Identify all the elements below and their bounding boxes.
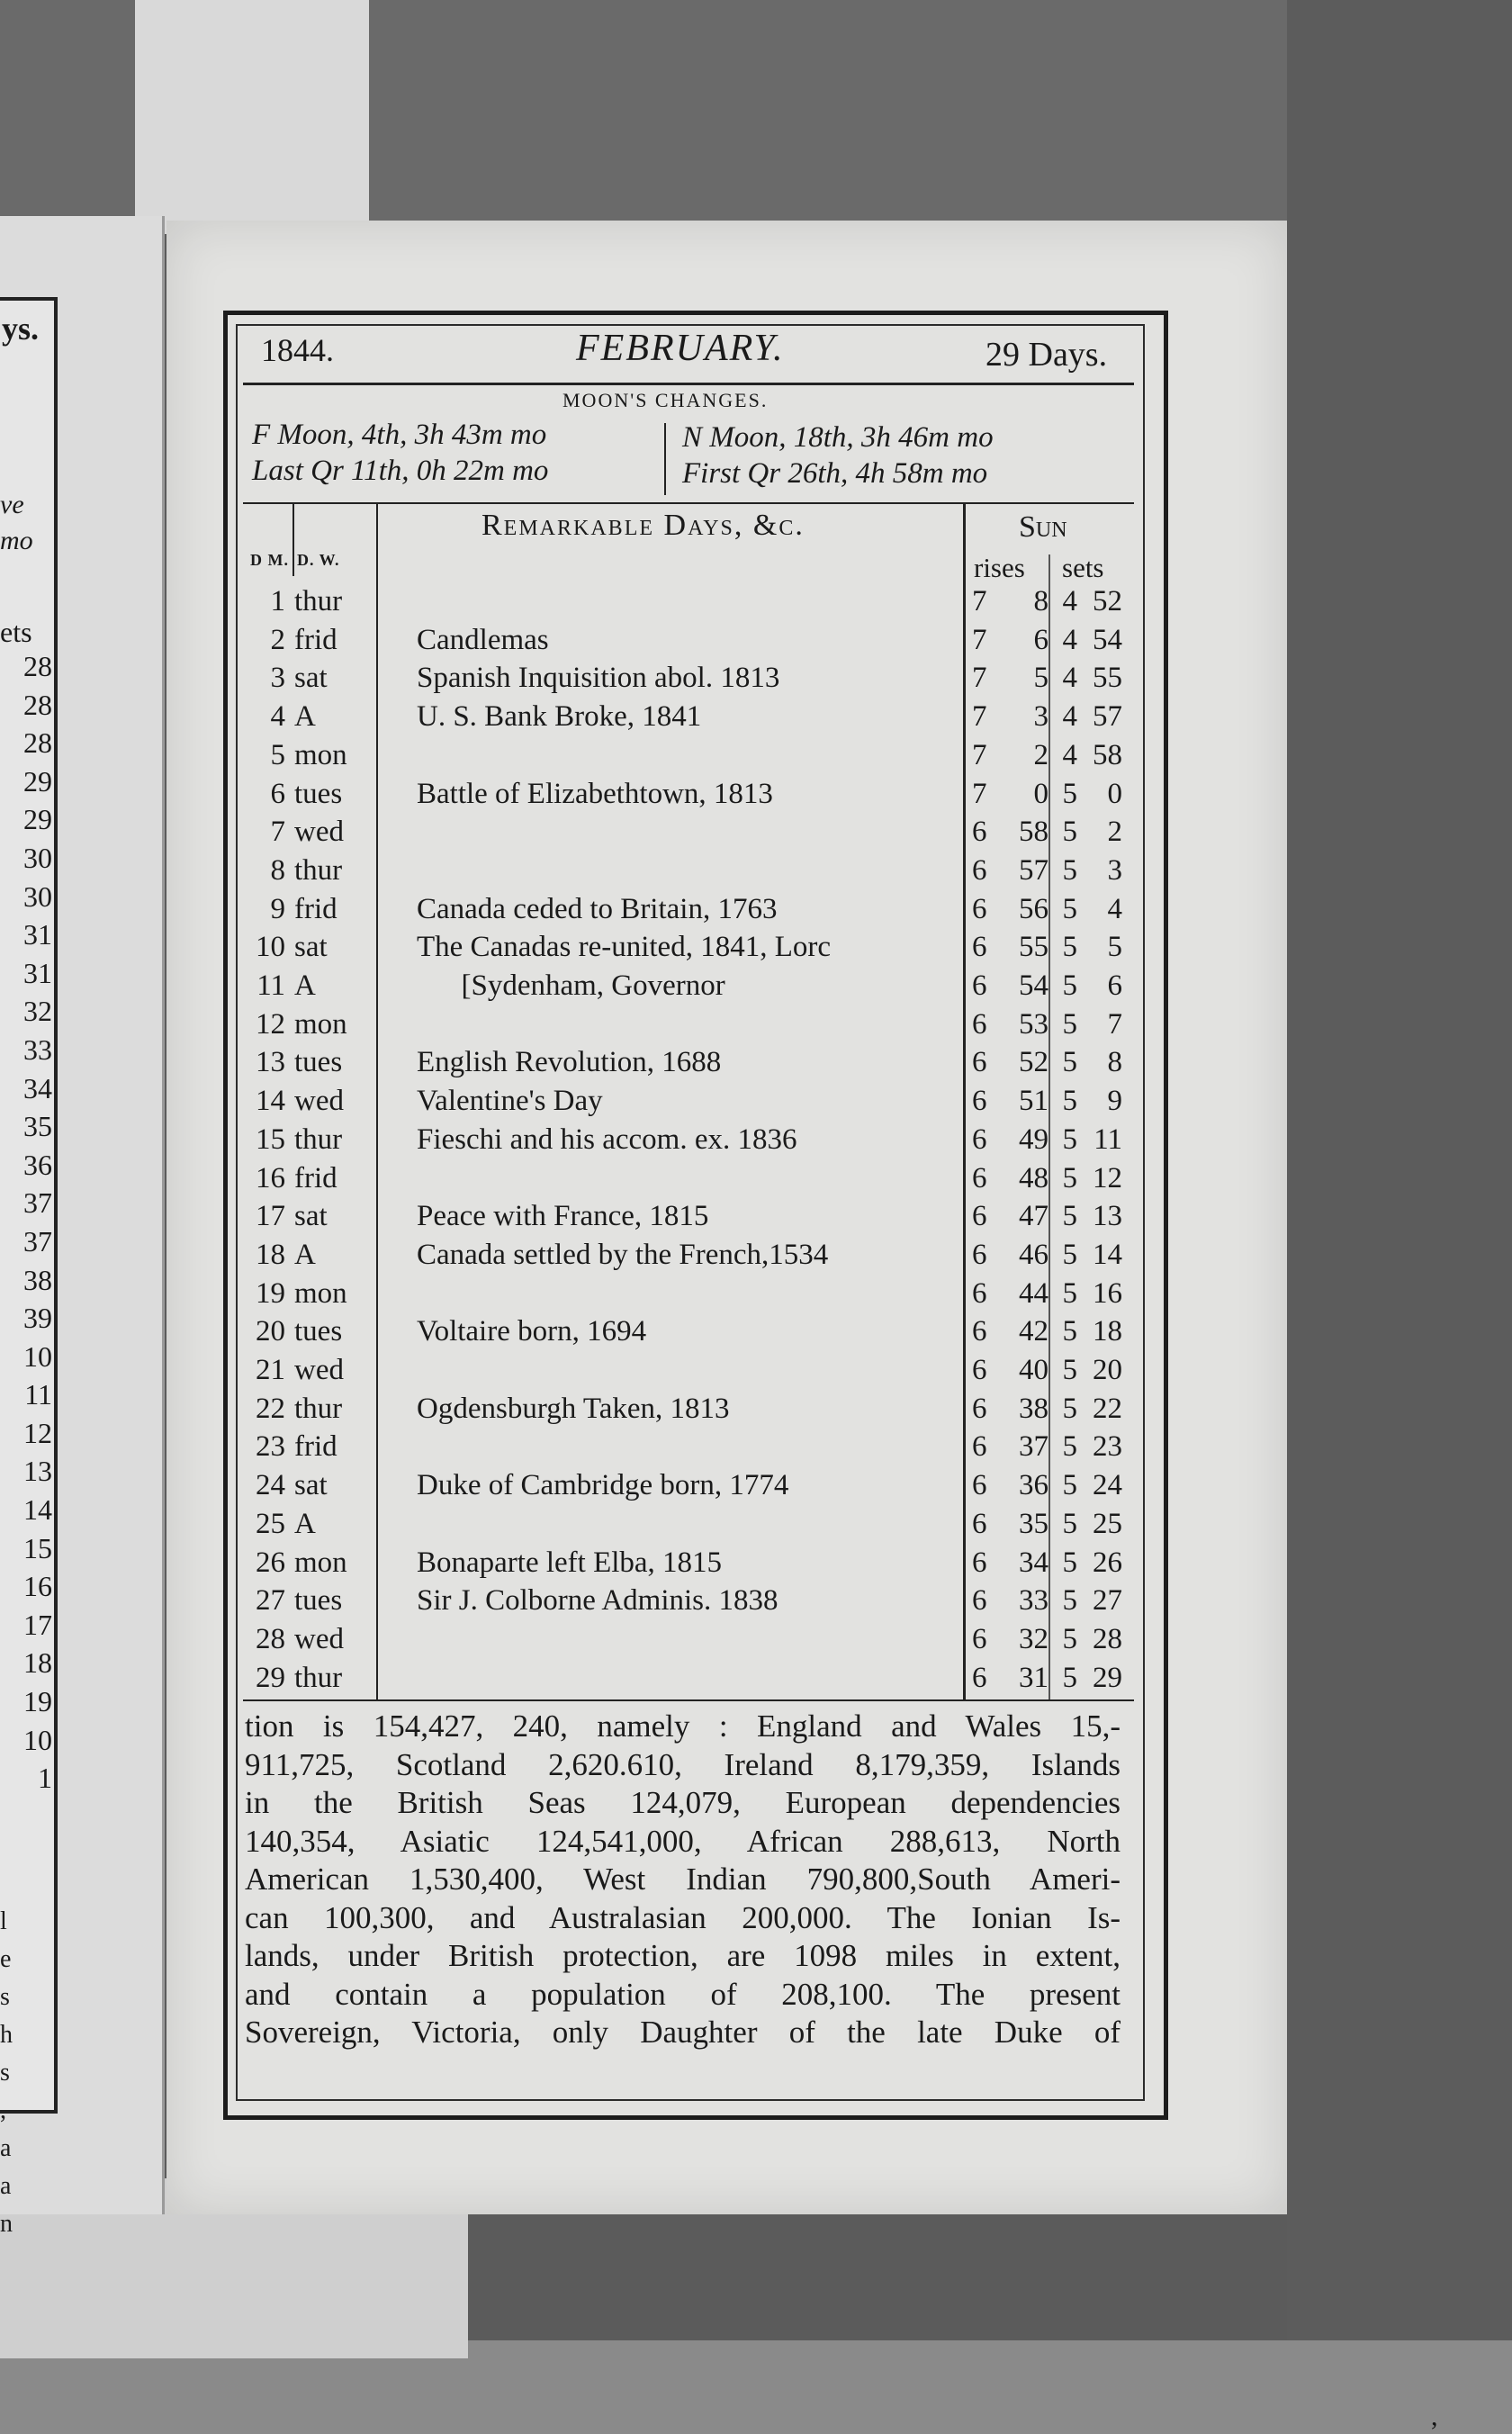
sunrise-hour: 6 [972, 1622, 987, 1655]
sunrise-minute: 3 [1033, 700, 1048, 734]
previous-page-number: 19 [23, 1685, 52, 1718]
previous-page-tail-column [0, 1903, 18, 2243]
day-of-week: mon [294, 738, 347, 771]
day-of-month: 19 [256, 1276, 285, 1310]
table-row [248, 1354, 1130, 1392]
table-row [248, 1239, 1130, 1276]
previous-page-number: 13 [23, 1455, 52, 1488]
sunrise-minute: 38 [1019, 1392, 1048, 1425]
sunrise-hour: 6 [972, 1507, 987, 1540]
sunrise-hour: 6 [972, 816, 987, 849]
day-of-week: tues [294, 1584, 343, 1618]
sunset-hour: 4 [1062, 700, 1077, 734]
sunset-hour: 5 [1062, 1200, 1077, 1233]
sunset-minute: 55 [1093, 662, 1122, 695]
table-row [248, 1046, 1130, 1084]
previous-page-number: 28 [23, 650, 52, 682]
day-of-month: 6 [270, 777, 285, 810]
sunrise-hour: 6 [972, 1122, 987, 1156]
sunrise-hour: 7 [972, 700, 987, 734]
sunset-minute: 13 [1093, 1200, 1122, 1233]
paragraph-line: in the British Seas 124,079, European dependencies [245, 1785, 1120, 1820]
paragraph-line: tion is 154,427, 240, namely : England and Wales 15,- [245, 1708, 1120, 1744]
previous-page-number: 31 [23, 956, 52, 989]
day-of-month: 29 [256, 1661, 285, 1694]
sunset-hour: 5 [1062, 777, 1077, 810]
sunset-minute: 12 [1093, 1161, 1122, 1194]
remarkable-event: The Canadas re-united, 1841, Lorc [417, 931, 832, 964]
sunset-hour: 5 [1062, 1622, 1077, 1655]
previous-page-tail-char: n [0, 2210, 13, 2238]
sunrise-minute: 53 [1019, 1007, 1048, 1041]
previous-page-number: 28 [23, 726, 52, 760]
sunset-minute: 25 [1093, 1507, 1122, 1540]
day-of-month: 7 [270, 816, 285, 849]
table-row [248, 893, 1130, 931]
sunrise-minute: 35 [1019, 1507, 1048, 1540]
day-of-week: sat [294, 662, 328, 695]
moon-full-moon: F Moon, 4th, 3h 43m mo [252, 419, 547, 451]
population-paragraph [245, 1708, 1120, 2052]
previous-page-tail-char: l [0, 1907, 7, 1935]
sunrise-hour: 6 [972, 853, 987, 887]
sunrise-hour: 7 [972, 738, 987, 771]
day-of-month: 1 [270, 585, 285, 618]
day-of-week: mon [294, 1007, 347, 1041]
previous-page-number: 36 [23, 1148, 52, 1181]
sunrise-hour: 7 [972, 585, 987, 618]
day-of-month: 16 [256, 1161, 285, 1194]
previous-page-number: 12 [23, 1416, 52, 1449]
moon-changes-title: MOON'S CHANGES. [562, 389, 769, 411]
day-of-month: 2 [270, 623, 285, 656]
sunset-minute: 22 [1093, 1392, 1122, 1425]
day-of-week: A [294, 1238, 316, 1271]
day-of-month: 9 [270, 892, 285, 925]
sunrise-minute: 44 [1019, 1276, 1048, 1310]
day-of-month: 13 [256, 1046, 285, 1079]
previous-page-number: 15 [23, 1531, 52, 1564]
previous-page-italic-fragment: ve [0, 490, 24, 519]
previous-page-number: 34 [23, 1071, 52, 1104]
day-of-week: sat [294, 931, 328, 964]
table-row [248, 1315, 1130, 1353]
day-of-month: 22 [256, 1392, 285, 1425]
previous-page-title-fragment: ys. [2, 311, 40, 347]
previous-page-number: 14 [23, 1493, 52, 1527]
sunrise-hour: 6 [972, 1354, 987, 1386]
sunset-minute: 16 [1093, 1276, 1122, 1310]
sunrise-minute: 5 [1033, 662, 1048, 695]
day-of-month: 23 [256, 1430, 285, 1464]
table-bottom-rule [243, 1699, 1134, 1701]
table-row [248, 662, 1130, 699]
sunset-hour: 5 [1062, 1238, 1077, 1271]
sunset-hour: 4 [1062, 738, 1077, 771]
table-row [248, 1508, 1130, 1546]
sunrise-hour: 6 [972, 1161, 987, 1194]
sunset-hour: 5 [1062, 853, 1077, 887]
previous-page-number: 11 [24, 1378, 52, 1411]
day-of-week: thur [294, 1122, 343, 1156]
sunrise-hour: 6 [972, 1546, 987, 1579]
header-days-count: 29 Days. [986, 336, 1108, 374]
paragraph-line: and contain a population of 208,100. The present [245, 1976, 1120, 2012]
previous-page-number: 30 [23, 841, 52, 874]
sunrise-minute: 54 [1019, 969, 1048, 1002]
table-row [248, 1662, 1130, 1699]
sunrise-hour: 6 [972, 1007, 987, 1041]
previous-page-number: 39 [23, 1302, 52, 1335]
day-of-week: sat [294, 1200, 328, 1233]
sunrise-minute: 47 [1019, 1200, 1048, 1233]
day-of-month: 14 [256, 1085, 285, 1118]
table-row [248, 931, 1130, 969]
previous-page-number: 16 [23, 1570, 52, 1603]
remarkable-event: Candlemas [417, 623, 549, 656]
sunrise-hour: 6 [972, 1584, 987, 1618]
day-of-week: A [294, 969, 316, 1002]
day-of-month: 5 [270, 738, 285, 771]
sunrise-minute: 42 [1019, 1315, 1048, 1348]
sunrise-minute: 34 [1019, 1546, 1048, 1579]
previous-page-tail-char: e [0, 1945, 12, 1973]
sunset-hour: 4 [1062, 662, 1077, 695]
previous-page-number: 28 [23, 688, 52, 721]
sunrise-minute: 48 [1019, 1161, 1048, 1194]
day-of-month: 20 [256, 1315, 285, 1348]
sunrise-hour: 7 [972, 662, 987, 695]
sunrise-hour: 6 [972, 1085, 987, 1118]
table-row [248, 1623, 1130, 1661]
sunset-minute: 6 [1107, 969, 1122, 1002]
photo-backdrop-right [1287, 0, 1512, 2434]
previous-page-number-column [0, 647, 52, 1798]
sunrise-minute: 57 [1019, 853, 1048, 887]
table-row [248, 624, 1130, 662]
day-of-week: thur [294, 1661, 343, 1694]
sunrise-hour: 6 [972, 1469, 987, 1502]
day-of-week: A [294, 1507, 316, 1540]
sunset-hour: 5 [1062, 1315, 1077, 1348]
previous-page-italic-fragment: mo [0, 526, 33, 555]
sun-header: Sun [1019, 510, 1067, 544]
sunrise-hour: 6 [972, 1430, 987, 1464]
sunset-minute: 26 [1093, 1546, 1122, 1579]
previous-page-number: 29 [23, 764, 52, 798]
sunrise-minute: 0 [1033, 777, 1048, 810]
previous-page-number: 30 [23, 879, 52, 913]
paragraph-line: can 100,300, and Australasian 200,000. The Ionian Is- [245, 1899, 1120, 1935]
previous-page-tail-char: s [0, 2059, 10, 2087]
remarkable-event: Valentine's Day [417, 1085, 603, 1118]
sunset-hour: 5 [1062, 1354, 1077, 1386]
sunrise-minute: 49 [1019, 1122, 1048, 1156]
moon-new-moon: N Moon, 18th, 3h 46m mo [682, 421, 994, 454]
sunset-hour: 5 [1062, 1122, 1077, 1156]
sunset-minute: 27 [1093, 1584, 1122, 1618]
sunset-hour: 5 [1062, 892, 1077, 925]
sunrise-minute: 31 [1019, 1661, 1048, 1694]
day-of-week: mon [294, 1546, 347, 1579]
previous-page-number: 35 [23, 1110, 52, 1143]
day-of-month: 3 [270, 662, 285, 695]
sunrise-hour: 6 [972, 892, 987, 925]
sunset-minute: 5 [1107, 931, 1122, 964]
sunset-hour: 5 [1062, 1046, 1077, 1079]
remarkable-event: Voltaire born, 1694 [417, 1315, 647, 1348]
day-of-week: frid [294, 623, 338, 656]
sunset-hour: 5 [1062, 1430, 1077, 1464]
sunset-minute: 3 [1107, 853, 1122, 887]
previous-page-tail-char: s [0, 1983, 10, 2011]
previous-page-number: 32 [23, 995, 52, 1028]
sunrise-hour: 6 [972, 1661, 987, 1694]
day-of-month: 11 [256, 969, 285, 1002]
sunset-hour: 4 [1062, 623, 1077, 656]
sunset-minute: 54 [1093, 623, 1122, 656]
paragraph-line: 911,725, Scotland 2,620.610, Ireland 8,179,359, Islands [245, 1746, 1120, 1782]
sunset-hour: 4 [1062, 585, 1077, 618]
sunrise-minute: 51 [1019, 1085, 1048, 1118]
sunrise-hour: 6 [972, 931, 987, 964]
sunset-minute: 9 [1107, 1085, 1122, 1118]
dm-column-header: D M. [250, 551, 289, 569]
sunrise-minute: 2 [1033, 738, 1048, 771]
header-year: 1844. [261, 332, 334, 368]
day-of-month: 12 [256, 1007, 285, 1041]
remarkable-event: Canada ceded to Britain, 1763 [417, 892, 778, 925]
previous-page-number: 37 [23, 1186, 52, 1220]
previous-page-tail-char: a [0, 2134, 12, 2162]
photo-backdrop-paper-strip [135, 0, 369, 234]
sunset-minute: 28 [1093, 1622, 1122, 1655]
sunrise-minute: 8 [1033, 585, 1048, 618]
sunrise-minute: 37 [1019, 1430, 1048, 1464]
sunset-minute: 23 [1093, 1430, 1122, 1464]
header-month: FEBRUARY. [576, 328, 785, 369]
paragraph-line: Sovereign, Victoria, only Daughter of the late Duke of [245, 2015, 1120, 2050]
table-row [248, 816, 1130, 853]
table-row [248, 1469, 1130, 1507]
sunset-hour: 5 [1062, 1584, 1077, 1618]
sunset-hour: 5 [1062, 1546, 1077, 1579]
remarkable-event: Sir J. Colborne Adminis. 1838 [417, 1584, 778, 1618]
previous-page-tail-char: a [0, 2172, 12, 2200]
sunset-minute: 29 [1093, 1661, 1122, 1694]
day-of-week: mon [294, 1276, 347, 1310]
day-of-week: A [294, 700, 316, 734]
remarkable-event: Battle of Elizabethtown, 1813 [417, 777, 773, 810]
day-of-week: wed [294, 1085, 344, 1118]
table-row [248, 1162, 1130, 1200]
previous-page-frame [0, 297, 58, 2238]
table-row [248, 700, 1130, 738]
day-of-month: 21 [256, 1354, 285, 1386]
day-of-month: 8 [270, 853, 285, 887]
sunrise-minute: 40 [1019, 1354, 1048, 1386]
sunrise-minute: 52 [1019, 1046, 1048, 1079]
table-row [248, 778, 1130, 816]
table-row [248, 1200, 1130, 1238]
sunrise-hour: 7 [972, 623, 987, 656]
sunset-hour: 5 [1062, 1161, 1077, 1194]
moon-divider [664, 423, 666, 495]
remarkable-event: Bonaparte left Elba, 1815 [417, 1546, 723, 1579]
table-row [248, 1008, 1130, 1046]
day-of-month: 26 [256, 1546, 285, 1579]
dw-column-header: D. W. [297, 551, 340, 569]
previous-page-number: 10 [23, 1339, 52, 1373]
page-speck: , [1431, 2402, 1438, 2431]
sunrise-hour: 6 [972, 1315, 987, 1348]
sunset-hour: 5 [1062, 1507, 1077, 1540]
remarkable-event: U. S. Bank Broke, 1841 [417, 700, 702, 734]
previous-page-number: 31 [23, 918, 52, 951]
sunrise-hour: 7 [972, 777, 987, 810]
sunset-minute: 57 [1093, 700, 1122, 734]
sunset-minute: 24 [1093, 1469, 1122, 1502]
table-row [248, 969, 1130, 1007]
sunset-minute: 4 [1107, 892, 1122, 925]
day-of-week: tues [294, 1315, 343, 1348]
sun-sets-header: sets [1062, 552, 1104, 583]
sunrise-hour: 6 [972, 969, 987, 1002]
sunrise-hour: 6 [972, 1200, 987, 1233]
sunrise-minute: 36 [1019, 1469, 1048, 1502]
sunrise-minute: 55 [1019, 931, 1048, 964]
previous-page-number: 10 [23, 1723, 52, 1756]
day-of-week: frid [294, 1430, 338, 1464]
table-row [248, 1277, 1130, 1315]
previous-page-number: 38 [23, 1263, 52, 1296]
sunset-hour: 5 [1062, 1276, 1077, 1310]
sunrise-hour: 6 [972, 1276, 987, 1310]
sunset-hour: 5 [1062, 931, 1077, 964]
day-of-week: thur [294, 1392, 343, 1425]
day-of-week: sat [294, 1469, 328, 1502]
moon-first-quarter: First Qr 26th, 4h 58m mo [682, 457, 988, 490]
sunset-hour: 5 [1062, 969, 1077, 1002]
day-of-month: 4 [270, 700, 285, 734]
day-of-month: 27 [256, 1584, 285, 1618]
previous-page-number: 18 [23, 1646, 52, 1680]
table-row [248, 585, 1130, 623]
sunrise-hour: 6 [972, 1046, 987, 1079]
previous-page-number: 29 [23, 803, 52, 836]
day-of-week: frid [294, 1161, 338, 1194]
remarkable-event: Ogdensburgh Taken, 1813 [417, 1392, 730, 1425]
sunset-minute: 52 [1093, 585, 1122, 618]
sunset-hour: 5 [1062, 1085, 1077, 1118]
sunset-hour: 5 [1062, 1661, 1077, 1694]
sunset-minute: 18 [1093, 1315, 1122, 1348]
dm-column-rule [292, 504, 294, 576]
sun-rises-header: rises [974, 552, 1025, 583]
day-of-month: 15 [256, 1122, 285, 1156]
sunset-hour: 5 [1062, 816, 1077, 849]
day-of-month: 18 [256, 1238, 285, 1271]
sunrise-minute: 33 [1019, 1584, 1048, 1618]
table-row [248, 854, 1130, 892]
sunrise-minute: 58 [1019, 816, 1048, 849]
previous-page-number: 1 [38, 1762, 52, 1795]
day-of-week: wed [294, 816, 344, 849]
table-row [248, 1430, 1130, 1468]
remarkable-event: Spanish Inquisition abol. 1813 [417, 662, 780, 695]
day-of-week: frid [294, 892, 338, 925]
previous-page-tail-char: h [0, 2021, 13, 2049]
remarkable-event: Fieschi and his accom. ex. 1836 [417, 1122, 797, 1156]
paragraph-line: lands, under British protection, are 1098 miles in extent, [245, 1938, 1120, 1973]
remarkable-event: [Sydenham, Governor [417, 969, 725, 1002]
remarkable-days-header: Remarkable Days, &c. [482, 509, 805, 542]
day-of-week: wed [294, 1354, 344, 1386]
sunset-hour: 5 [1062, 1469, 1077, 1502]
day-of-month: 28 [256, 1622, 285, 1655]
sunrise-minute: 32 [1019, 1622, 1048, 1655]
sunset-hour: 5 [1062, 1392, 1077, 1425]
table-row [248, 1085, 1130, 1122]
table-row [248, 739, 1130, 777]
remarkable-event: Peace with France, 1815 [417, 1200, 709, 1233]
day-of-week: wed [294, 1622, 344, 1655]
previous-page-number: 33 [23, 1032, 52, 1066]
sunset-hour: 5 [1062, 1007, 1077, 1041]
sunrise-hour: 6 [972, 1392, 987, 1425]
sunset-minute: 20 [1093, 1354, 1122, 1386]
header-rule [243, 383, 1134, 385]
previous-page-number: 17 [23, 1608, 52, 1641]
sunset-minute: 58 [1093, 738, 1122, 771]
day-of-month: 17 [256, 1200, 285, 1233]
table-row [248, 1123, 1130, 1161]
previous-page-fragment [0, 216, 165, 2238]
day-of-week: thur [294, 853, 343, 887]
previous-page-tail-char: , [0, 2096, 6, 2124]
previous-page-sets-label: ets [0, 616, 32, 648]
remarkable-event: Canada settled by the French,1534 [417, 1238, 829, 1271]
remarkable-event: English Revolution, 1688 [417, 1046, 722, 1079]
sunset-minute: 7 [1107, 1007, 1122, 1041]
sunrise-hour: 6 [972, 1238, 987, 1271]
table-row [248, 1546, 1130, 1584]
sunset-minute: 14 [1093, 1238, 1122, 1271]
sunrise-minute: 6 [1033, 623, 1048, 656]
sunset-minute: 11 [1094, 1122, 1122, 1156]
table-row [248, 1393, 1130, 1430]
day-of-week: thur [294, 585, 343, 618]
sunset-minute: 8 [1107, 1046, 1122, 1079]
table-row [248, 1584, 1130, 1622]
paragraph-line: 140,354, Asiatic 124,541,000, African 288,613, North [245, 1823, 1120, 1859]
remarkable-event: Duke of Cambridge born, 1774 [417, 1469, 789, 1502]
day-of-month: 10 [256, 931, 285, 964]
moon-last-quarter: Last Qr 11th, 0h 22m mo [252, 455, 549, 487]
sunset-minute: 0 [1107, 777, 1122, 810]
paragraph-line: American 1,530,400, West Indian 790,800,South Ameri- [245, 1862, 1120, 1897]
previous-page-number: 37 [23, 1224, 52, 1258]
sunrise-minute: 46 [1019, 1238, 1048, 1271]
day-of-month: 24 [256, 1469, 285, 1502]
sunset-minute: 2 [1107, 816, 1122, 849]
sunrise-minute: 56 [1019, 892, 1048, 925]
day-of-week: tues [294, 777, 343, 810]
day-of-month: 25 [256, 1507, 285, 1540]
day-of-week: tues [294, 1046, 343, 1079]
